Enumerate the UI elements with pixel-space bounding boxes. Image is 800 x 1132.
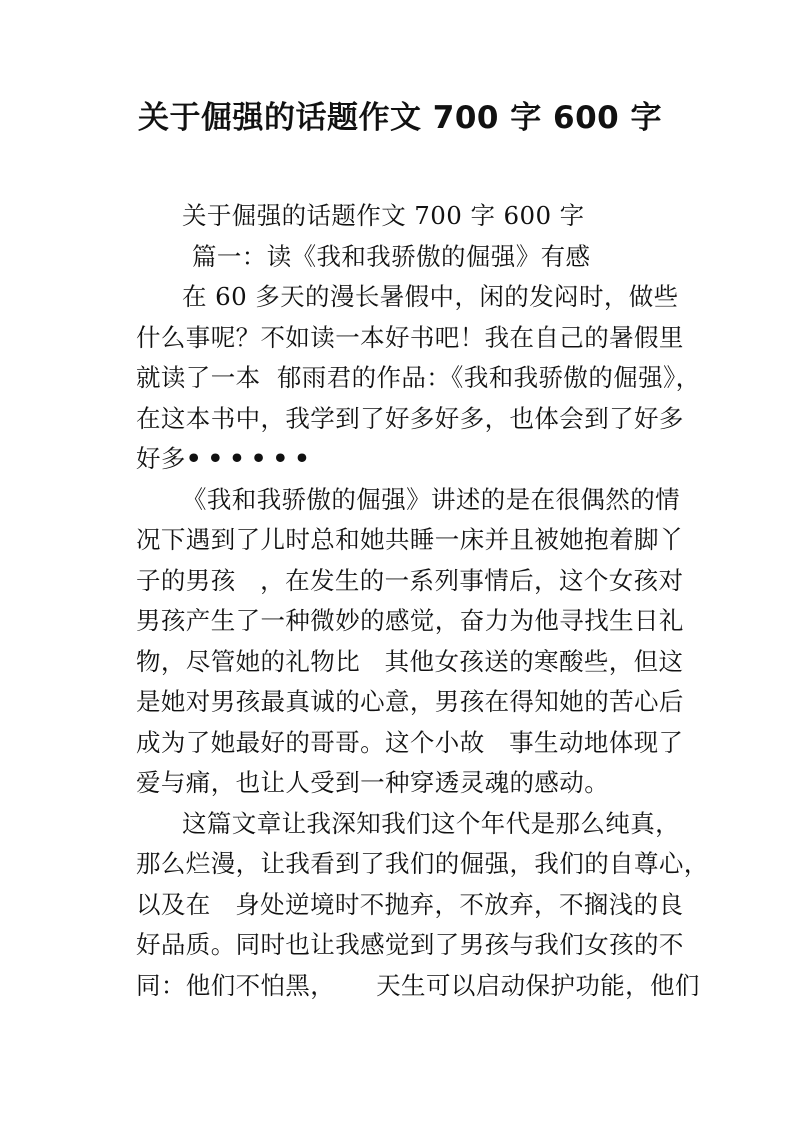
body-line: 物，尽管她的礼物比 其他女孩送的寒酸些，但这	[136, 646, 684, 676]
body-line: 爱与痛，也让人受到一种穿透灵魂的感动。	[136, 768, 610, 797]
body-line-subtitle: 关于倔强的话题作文 700 字 600 字	[182, 201, 585, 230]
body-line: 在 60 多天的漫长暑假中，闲的发闷时，做些	[182, 282, 679, 311]
body-line: 在这本书中，我学到了好多好多，也体会到了好多	[136, 403, 684, 433]
body-line: 子的男孩 ，在发生的一系列事情后，这个女孩对	[136, 565, 684, 595]
body-line: 以及在 身处逆境时不抛弃，不放弃，不搁浅的良	[136, 889, 684, 919]
body-line-text: 好多	[136, 444, 186, 473]
body-line-section-heading: 篇一：读《我和我骄傲的倔强》有感	[192, 241, 591, 271]
body-line: 这篇文章让我深知我们这个年代是那么纯真，	[182, 808, 680, 838]
document-body	[136, 196, 709, 1006]
body-line: 什么事呢？不如读一本好书吧！我在自己的暑假里	[136, 322, 684, 352]
body-line: 《我和我骄傲的倔强》讲述的是在很偶然的情	[182, 484, 680, 514]
body-line: 是她对男孩最真诚的心意，男孩在得知她的苦心后	[136, 687, 684, 716]
body-line: 况下遇到了儿时总和她共睡一床并且被她抱着脚丫	[136, 525, 684, 554]
body-line: 男孩产生了一种微妙的感觉，奋力为他寻找生日礼	[136, 606, 684, 635]
body-line: 那么烂漫，让我看到了我们的倔强，我们的自尊心，	[136, 849, 709, 878]
body-line: 就读了一本 郁雨君的作品：《我和我骄傲的倔强》，	[136, 363, 701, 392]
body-line: 成为了她最好的哥哥。这个小故 事生动地体现了	[136, 727, 684, 757]
body-line: 好品质。同时也让我感觉到了男孩与我们女孩的不	[136, 930, 684, 959]
ellipsis-dots: ••••••	[185, 444, 316, 473]
document-title: 关于倔强的话题作文 700 字 600 字	[137, 100, 663, 136]
body-line	[136, 439, 676, 480]
body-line: 同：他们不怕黑， 天生可以启动保护功能，他们	[136, 970, 700, 1000]
